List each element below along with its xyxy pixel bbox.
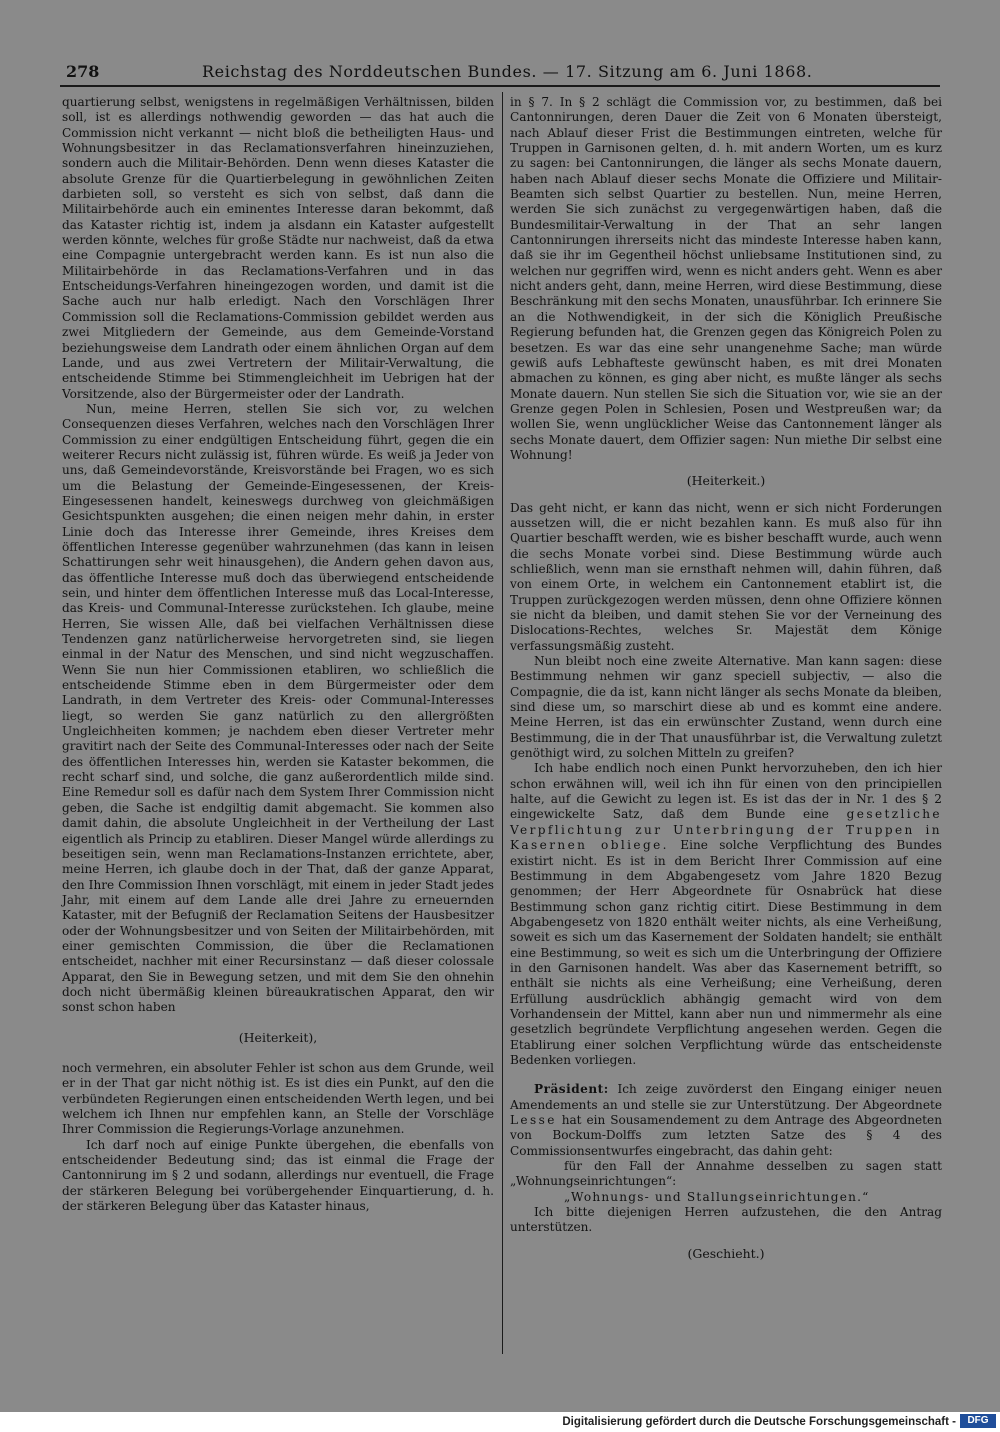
dfg-logo: DFG [960, 1414, 996, 1428]
paragraph: Ich bitte diejenigen Herren aufzustehen, die den Antrag unterstützen. [510, 1205, 942, 1235]
speaker-label: Präsident: [534, 1082, 609, 1097]
page-number: 278 [66, 62, 100, 81]
paragraph [510, 761, 942, 1068]
header-rule [60, 85, 940, 87]
quoted-amendment: „Wohnungs- und Stallungseinrichtungen.“ [564, 1189, 870, 1204]
right-column [510, 95, 942, 1277]
paragraph-text: Ich habe endlich noch einen Punkt hervorzuheben, den ich hier schon erwähnen will, weil ich ihn für einen von den principiellen halte, auf die Gewicht zu legen ist. Es ist das der in Nr. 1 des § 2 eingewickelte Satz, daß dem Bunde eine [510, 761, 942, 822]
paragraph: Nun, meine Herren, stellen Sie sich vor, zu welchen Consequenzen dieses Verfahren, welches nach den Vorschlägen Ihrer Commission zu einer endgültigen Entscheidung führt, gegen die ein weiterer Recurs nicht zulässig ist, führen würde. Es weiß ja Jeder von uns, daß Gemeindevorstände, Kreisvorstände bei Fragen, wo es sich um die Belastung der Gemeinde-Eingesessenen, der Kreis-Eingesessenen handelt, keineswegs durchweg von gleichmäßigen Gesichtspunkten ausgehen; die einen neigen mehr dahin, in erster Linie doch das Interesse ihrer Gemeinde, ihres Kreises dem öffentlichen Interesse gegenüber wahrzunehmen (das kann in leisen Schattirungen sehr weit hinausgehen), die Andern gehen davon aus, das öffentliche Interesse muß doch das überwiegend entscheidende sein, und hinter dem öffentlichen Interesse muß das Local-Interesse, das Kreis- und Communal-Interesse zurückstehen. Ich glaube, meine Herren, Sie wissen Alle, daß bei vielfachen Verhältnissen diese Tendenzen ganz natürlicherweise hervorgetreten sind, sie liegen einmal in der Natur des Menschen, und sind nicht wegzuschaffen. Wenn Sie nun hier Commissionen etabliren, wo schließlich die entscheidende Stimme eben in dem Bürgermeister oder dem Landrath, in dem Vertreter des Kreis- oder Communal-Interesses liegt, so werden Sie ganz natürlich zu den allergrößten Ungleichheiten kommen; je nachdem eben dieser Vertreter mehr gravitirt nach der Seite des Communal-Interesses oder nach der Seite des öffentlichen Interesses hin, werden sie Kataster bekommen, die recht scharf sind, und solche, die ganz außerordentlich milde sind. Eine Remedur soll es dafür nach dem System Ihrer Commission nicht geben, die Sache ist endgiltig damit abgemacht. Sie kommen also damit dahin, die absolute Ungleichheit in der Vertheilung der Last eigentlich als Princip zu etabliren. Dieser Mangel würde allerdings zu beseitigen sein, wenn man Reclamations-Instanzen errichtete, aber, meine Herren, ich glaube doch in der That, daß der ganze Apparat, den Ihre Commission Ihnen vorschlägt, mit einem in jeder Stadt jedes Jahr, mit einem auf dem Lande alle drei Jahre zu erneuernden Kataster, mit der Befugniß der Reclamation Seitens der Hausbesitzer oder der Wohnungsbesitzer und von Seiten der Militairbehörden, mit einer gemischten Commission, die über die Reclamationen entscheidet, nachher mit einer Recursinstanz — daß dieser colossale Apparat, den Sie in Bewegung setzen, und mit dem Sie den ohnehin doch nicht übermäßig kleinen büreaukratischen Apparat, den wir sonst schon haben [62, 401, 494, 1015]
running-title: Reichstag des Norddeutschen Bundes. — 17. Sitzung am 6. Juni 1868. [202, 62, 813, 81]
emphasized-text: gesetzliche Verpflichtung zur Unterbringung der Truppen in Kasernen obliege. [510, 807, 942, 853]
quoted-amendment: für den Fall der Annahme desselben zu sagen statt „Wohnungseinrichtungen“: [510, 1159, 942, 1189]
paragraph: Das geht nicht, er kann das nicht, wenn er sich nicht Forderungen aussetzen will, die er nicht bezahlen kann. Es muß also für ihn Quartier beschafft werden, wie es bisher beschafft wurde, auch wenn die sechs Monate vorbei sind. Diese Bestimmung würde auch schließlich, wenn man sie ernsthaft nehmen will, dahin führen, daß von einem Orte, in welchem ein Cantonnement etablirt ist, die Truppen zurückgezogen werden müssen, denn ohne Offiziere können sie nicht da bleiben, und damit stehen Sie vor der Verneinung des Dislocations-Rechtes, welches Sr. Majestät dem Könige verfassungsmäßig zusteht. [510, 500, 942, 653]
paragraph: in § 7. In § 2 schlägt die Commission vor, zu bestimmen, daß bei Cantonnirungen, deren Dauer die Zeit von 6 Monaten übersteigt, nach Ablauf dieser Frist die Bestimmungen eintreten, welche für Truppen in Garnisonen gelten, d. h. mit andern Worten, um es kurz zu sagen: bei Cantonnirungen, die länger als sechs Monate dauern, haben nach Ablauf dieser sechs Monate die Offiziere und Militair-Beamten sich selbst Quartier zu bestellen. Nun, meine Herren, werden Sie sich zunächst zu vergegenwärtigen haben, daß die Bundesmilitair-Verwaltung in der That an sehr langen Cantonnirungen ihrerseits nicht das mindeste Interesse haben kann, daß sie ihr im Gegentheil höchst unliebsame Institutionen sind, zu welchen nur gegriffen wird, wenn es nicht anders geht. Wenn es aber nicht anders geht, dann, meine Herren, wird diese Bestimmung, diese Beschränkung mit den sechs Monaten, unausführbar. Ich erinnere Sie an die Nothwendigkeit, in der sich die Königlich Preußische Regierung befunden hat, die Grenzen gegen das Königreich Polen zu besetzen. Es war das eine sehr unangenehme Sache; man würde gewiß aufs Lebhafteste gewünscht haben, es mit drei Monaten abmachen zu können, es ging aber nicht, es mußte länger als sechs Monate dauern. Nun stellen Sie sich die Situation vor, wie sie an der Grenze gegen Polen in Schlesien, Posen und Westpreußen war; da wollen Sie, wenn unglücklicher Weise das Cantonnement länger als sechs Monate dauert, dem Offizier sagen: Nun miethe Dir selbst eine Wohnung! [510, 95, 942, 462]
paragraph: quartierung selbst, wenigstens in regelmäßigen Verhältnissen, bilden soll, ist es allerdings nothwendig geworden — das hat auch die Commission nicht verkannt — nicht bloß die betheiligten Haus- und Wohnungsbesitzer in das Reclamationsverfahren hineinzuziehen, sondern auch die Militair-Behörden. Denn wenn dieses Kataster die absolute Grenze für die Quartierbelegung in gewöhnlichen Zeiten darbieten soll, so versteht es sich von selbst, daß dann die Militairbehörde auch ein eminentes Interesse daran bekommt, daß das Kataster richtig ist, indem ja alsdann ein Kataster aufgestellt werden könnte, welches für große Städte nur nachweist, daß da etwa eine Compagnie untergebracht werden kann. Es ist nun also die Militairbehörde in das Reclamations-Verfahren und in das Entscheidungs-Verfahren hineingezogen worden, und damit ist die Sache auch nur halb erledigt. Nach den Vorschlägen Ihrer Commission soll die Reclamations-Commission gebildet werden aus zwei Mitgliedern der Gemeinde, aus dem Gemeinde-Vorstand beziehungsweise dem Landrath oder einem ähnlichen Organ auf dem Lande, und aus zwei Vertretern der Militair-Verwaltung, die entscheidende Stimme bei Stimmengleichheit im Uebrigen hat der Vorsitzende, also der Bürgermeister oder der Landrath. [62, 95, 494, 401]
page-header [66, 60, 936, 84]
paragraph: noch vermehren, ein absoluter Fehler ist schon aus dem Grunde, weil er in der That gar nicht nöthig ist. Es ist dies ein Punkt, auf den die verbündeten Regierungen einen entscheidenden Werth legen, und bei welchem ich Ihnen nur empfehlen kann, an Stelle der Vorschläge Ihrer Commission die Regierungs-Vorlage anzunehmen. [62, 1060, 494, 1137]
paragraph: Nun bleibt noch eine zweite Alternative. Man kann sagen: diese Bestimmung nehmen wir ganz speciell subjectiv, — also die Compagnie, die da ist, kann nicht länger als sechs Monate da bleiben, sind diese um, so marschirt diese ab und es kommt eine andere. Meine Herren, ist das ein erwünschter Zustand, wenn durch eine Bestimmung, die in der That unausführbar ist, die Verwaltung zuletzt genöthigt wird, zu solchen Mitteln zu greifen? [510, 654, 942, 761]
member-name: Lesse [510, 1113, 557, 1127]
column-divider [502, 92, 503, 1354]
paragraph-text: Eine solche Verpflichtung des Bundes existirt nicht. Es ist in dem Bericht Ihrer Commission auf eine Bestimmung in dem Abgabengesetz vom Jahre 1820 Bezug genommen; der Herr Abgeordnete für Osnabrück hat diese Bestimmung schon ganz richtig citirt. Diese Bestimmung in dem Abgabengesetz von 1820 enthält weiter nichts, als eine Verheißung, soweit es sich um das Kasernement der Soldaten handelt; sie enthält eine Bestimmung, so weit es sich um die Unterbringung der Offiziere in den Garnisonen handelt. Was aber das Kasernement betrifft, so enthält sie nichts als eine Verheißung; eine Verheißung, deren Erfüllung ausdrücklich abhängig gemacht wird von dem Vorhandensein der Mittel, kann aber nun und nimmermehr als eine gesetzlich begründete Verpflichtung angesehen werden. Gegen die Etablirung einer solchen Verpflichtung würde das entscheidenste Bedenken vorliegen. [510, 838, 942, 1067]
interjection: (Heiterkeit.) [686, 473, 766, 489]
interjection: (Geschieht.) [687, 1245, 765, 1261]
footer-credit: Digitalisierung gefördert durch die Deutsche Forschungsgemeinschaft - [562, 1416, 956, 1428]
paragraph-text: hat ein Sousamendement zu dem Antrage des Abgeordneten von Bockum-Dolffs zum letzten Satze des § 4 des Commissionsentwurfes eingebracht, das dahin geht: [510, 1113, 942, 1158]
president-statement [510, 1082, 942, 1159]
interjection: (Heiterkeit), [238, 1029, 318, 1045]
paragraph: Ich darf noch auf einige Punkte übergehen, die ebenfalls von entscheidender Bedeutung sind; das ist einmal die Frage der Cantonnirung im § 2 und sodann, allerdings nur eventuell, die Frage der stärkeren Belegung bei vorübergehender Einquartierung, d. h. der stärkeren Belegung über das Kataster hinaus, [62, 1137, 494, 1214]
left-column [62, 95, 494, 1214]
paragraph-text: Ich zeige zuvörderst den Eingang einiger neuen Amendements an und stelle sie zur Unterstützung. Der Abgeordnete [510, 1082, 942, 1112]
